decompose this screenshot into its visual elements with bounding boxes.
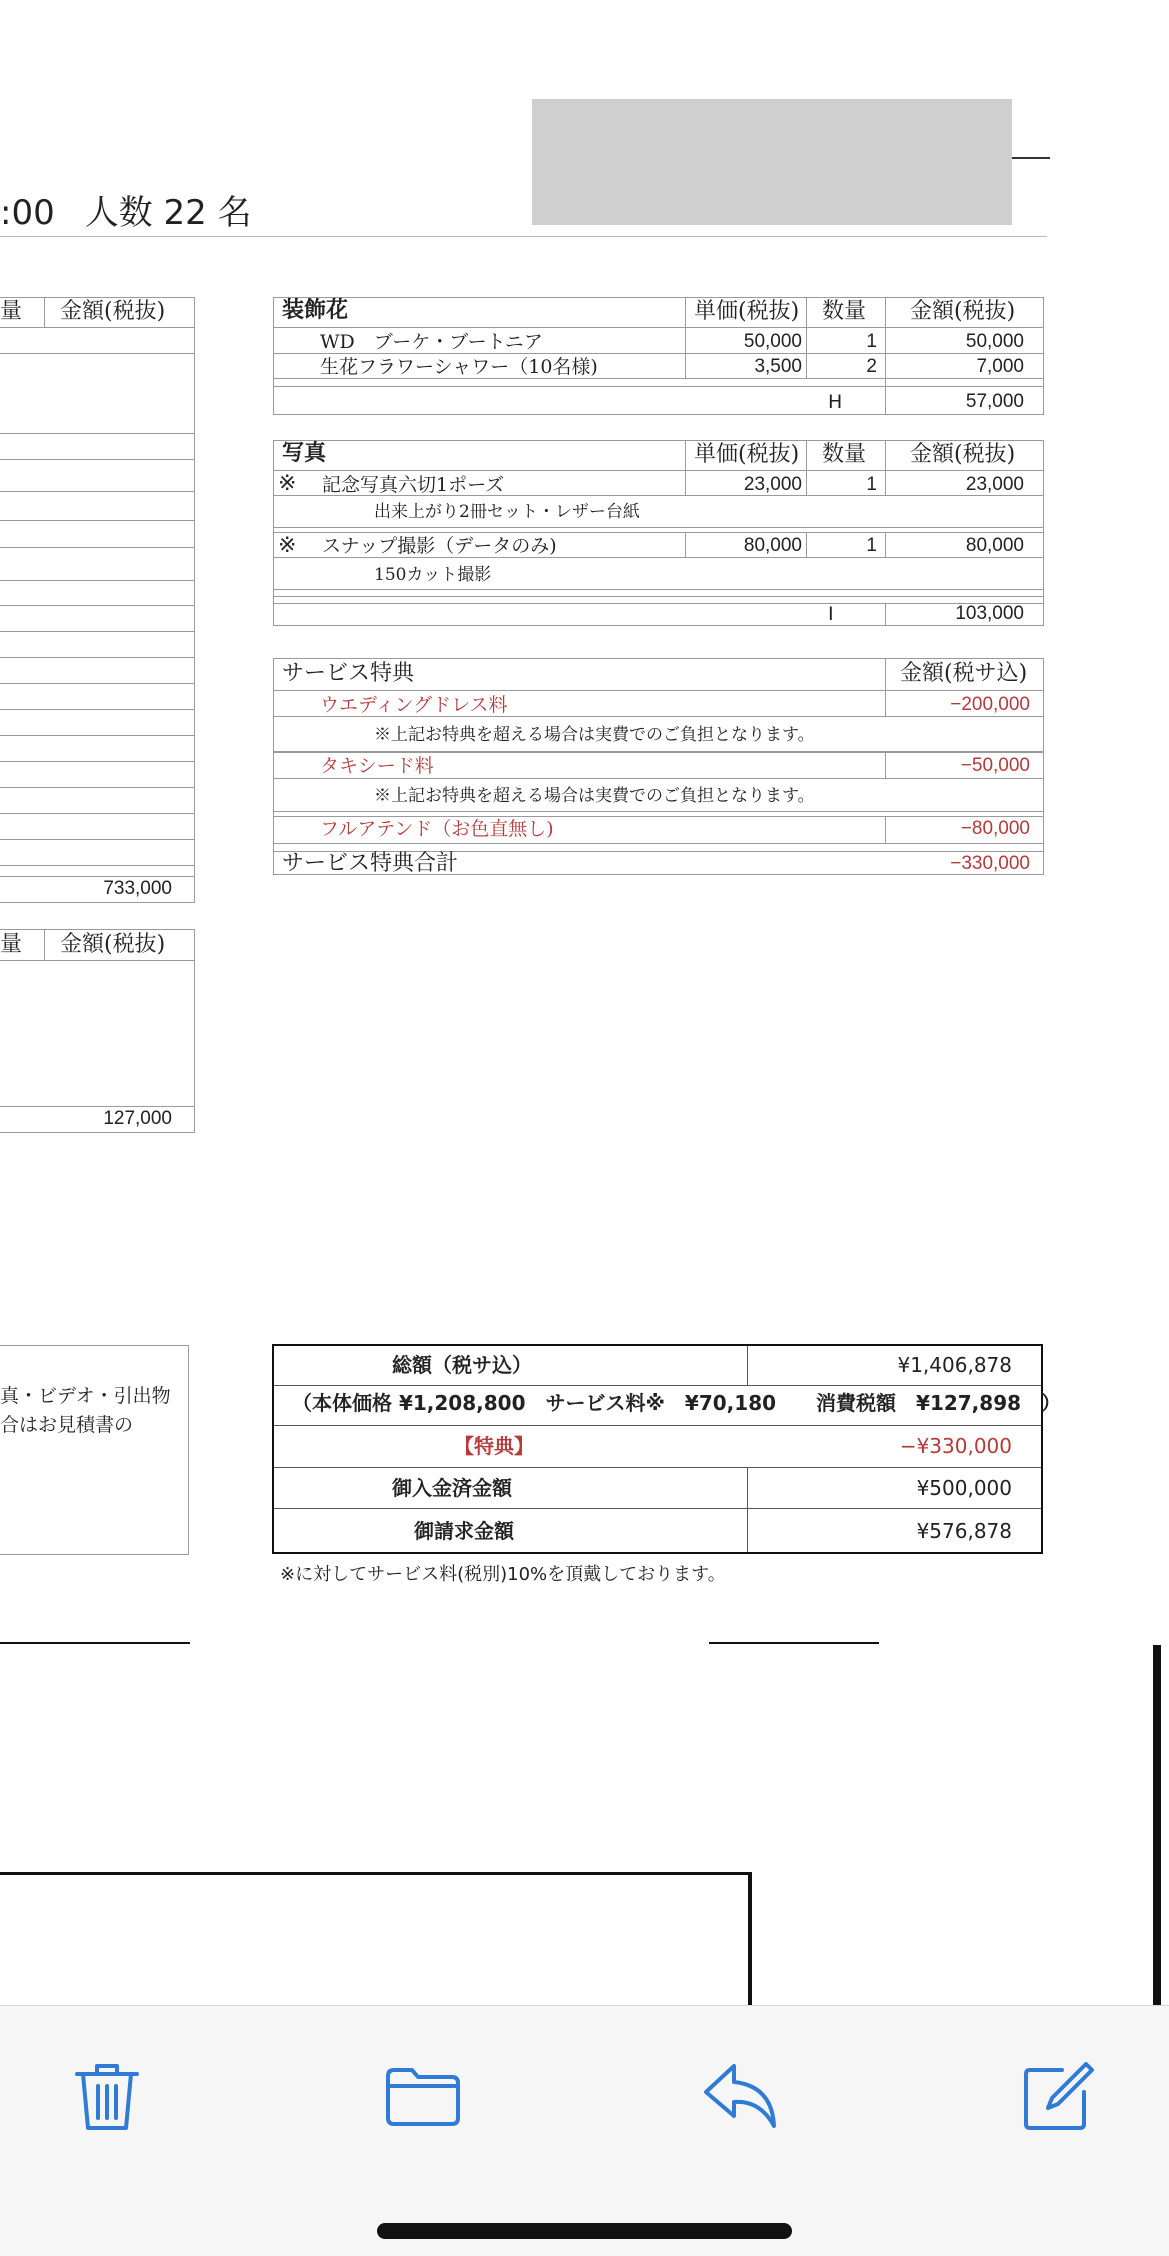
flowers-row-2-unit: 3,500 [754, 356, 802, 377]
service-amount-header: 金額(税サ込) [900, 661, 1028, 686]
folder-icon [383, 2056, 463, 2136]
photo-row-1-mark: ※ [278, 471, 297, 496]
flowers-row-1-amount: 50,000 [965, 331, 1024, 352]
reply-icon [700, 2056, 780, 2136]
left-note-box [0, 1345, 189, 1555]
photo-row-2-mark: ※ [278, 533, 297, 558]
move-to-folder-button[interactable] [383, 2056, 463, 2136]
service-row-3-amount: −80,000 [960, 818, 1030, 839]
time-fragment: :00 [0, 193, 55, 233]
photo-qty-header: 数量 [822, 442, 867, 467]
photo-unit-header: 単価(税抜) [694, 442, 800, 467]
col-qty-header: 量 [0, 299, 23, 324]
summary-breakdown: （本体価格 ¥1,208,800 サービス料※ ¥70,180 消費税額 ¥127,898 ） [292, 1391, 1062, 1415]
service-row-1-amount: −200,000 [950, 694, 1030, 715]
people-count: 22 [163, 193, 207, 233]
service-row-1-note: ※上記お特典を超える場合は実費でのご負担となります。 [374, 725, 815, 745]
summary-benefit-value: −¥330,000 [899, 1434, 1012, 1458]
col-amount-header: 金額(税抜) [60, 299, 166, 324]
mail-toolbar [0, 2005, 1169, 2256]
summary-paid-value: ¥500,000 [916, 1476, 1012, 1500]
photo-title: 写真 [282, 441, 327, 466]
people-label: 人数 [84, 193, 153, 233]
photo-row-1-unit: 23,000 [743, 474, 802, 495]
left-table-1-total: 733,000 [103, 878, 172, 899]
photo-subtotal: 103,000 [955, 603, 1024, 624]
photo-row-2-amount: 80,000 [965, 535, 1024, 556]
header-underline [0, 236, 1047, 237]
flowers-row-1-qty: 1 [866, 331, 877, 352]
service-total-label: サービス特典合計 [282, 851, 459, 876]
compose-button[interactable] [1018, 2056, 1098, 2136]
left-note-line-1: 真・ビデオ・引出物 [0, 1385, 171, 1407]
photo-row-2-qty: 1 [866, 535, 877, 556]
summary-total-value: ¥1,406,878 [897, 1353, 1012, 1377]
photo-row-2-unit: 80,000 [743, 535, 802, 556]
flowers-row-1-unit: 50,000 [743, 331, 802, 352]
photo-amount-header: 金額(税抜) [910, 442, 1016, 467]
flowers-row-2-name: 生花フラワーシャワー（10名様) [320, 356, 598, 378]
col-qty-header-2: 量 [0, 932, 23, 957]
summary-footnote: ※に対してサービス料(税別)10%を頂戴しております。 [280, 1564, 726, 1585]
left-note-line-2: 合はお見積書の [0, 1414, 134, 1436]
flowers-unit-header: 単価(税抜) [694, 299, 800, 324]
col-amount-header-2: 金額(税抜) [60, 932, 166, 957]
photo-subtotal-label: I [828, 603, 834, 625]
service-row-3-name: フルアテンド（お色直無し) [320, 818, 554, 840]
summary-billing-label: 御請求金額 [414, 1519, 514, 1543]
flowers-subtotal: 57,000 [965, 391, 1024, 412]
photo-row-1-note: 出来上がり2冊セット・レザー台紙 [374, 502, 640, 522]
header-line [0, 188, 252, 238]
service-total: −330,000 [950, 853, 1030, 874]
header-rule-right [1012, 157, 1050, 159]
photo-row-2-name: スナップ撮影（データのみ) [322, 535, 557, 557]
redacted-block [532, 99, 1012, 225]
photo-row-1-name: 記念写真六切1ポーズ [322, 474, 505, 496]
people-unit: 名 [217, 193, 252, 233]
trash-button[interactable] [67, 2056, 147, 2136]
compose-icon [1018, 2056, 1098, 2136]
service-row-2-note: ※上記お特典を超える場合は実費でのご負担となります。 [374, 786, 815, 806]
summary-total-label: 総額（税サ込） [392, 1353, 532, 1377]
summary-paid-label: 御入金済金額 [392, 1476, 512, 1500]
reply-button[interactable] [700, 2056, 780, 2136]
service-row-1-name: ウエディングドレス料 [320, 694, 508, 716]
photo-row-1-amount: 23,000 [965, 474, 1024, 495]
flowers-row-1-name: WD ブーケ・ブートニア [320, 331, 543, 353]
service-row-2-amount: −50,000 [960, 755, 1030, 776]
home-indicator[interactable] [377, 2223, 792, 2239]
service-title: サービス特典 [282, 661, 415, 686]
flowers-title: 装飾花 [282, 298, 349, 323]
photo-row-2-note: 150カット撮影 [374, 565, 492, 585]
flowers-qty-header: 数量 [822, 299, 867, 324]
left-table-2-total: 127,000 [103, 1108, 172, 1129]
photo-row-1-qty: 1 [866, 474, 877, 495]
flowers-amount-header: 金額(税抜) [910, 299, 1016, 324]
summary-benefit-label: 【特典】 [454, 1434, 534, 1458]
summary-billing-value: ¥576,878 [916, 1519, 1012, 1543]
flowers-row-2-qty: 2 [866, 356, 877, 377]
flowers-subtotal-label: H [828, 391, 843, 413]
service-row-2-name: タキシード料 [320, 755, 434, 777]
trash-icon [67, 2056, 147, 2136]
flowers-row-2-amount: 7,000 [976, 356, 1024, 377]
